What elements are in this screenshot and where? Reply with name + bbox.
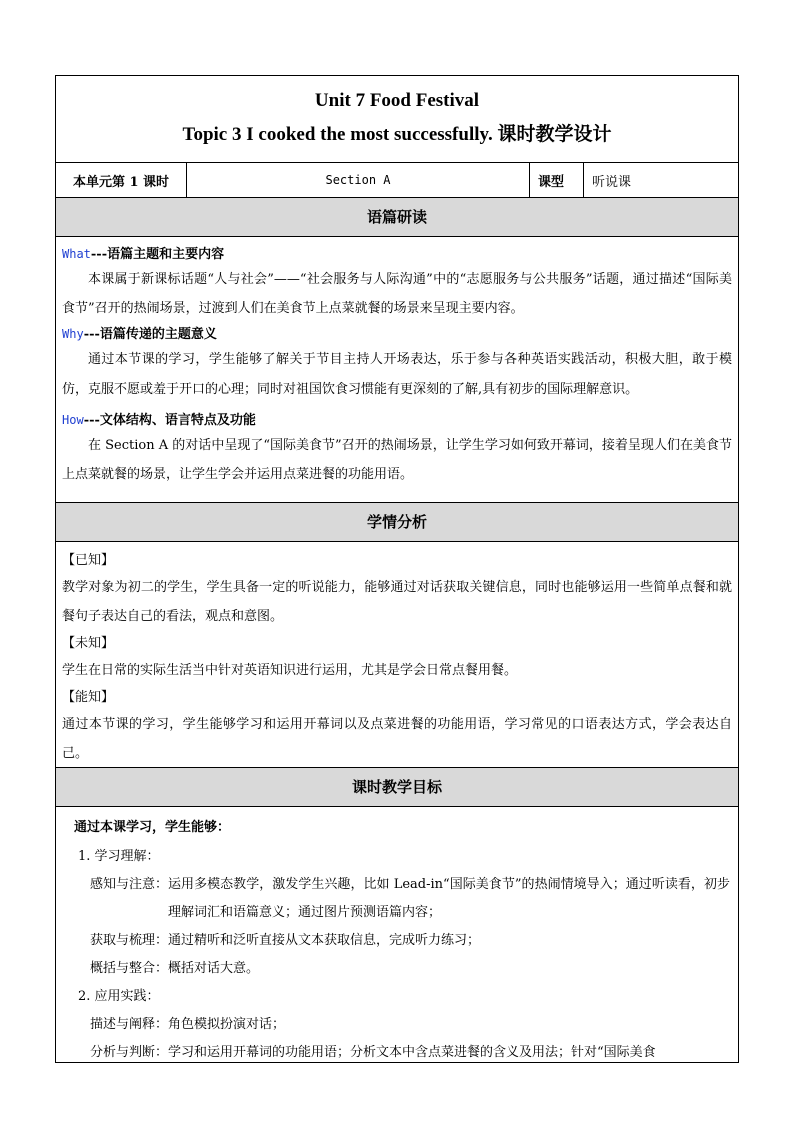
lesson-type-value: 听说课 (592, 174, 632, 190)
why-label: Why---语篇传递的主题意义 (62, 327, 217, 342)
how-text: 在 Section A 的对话中呈现了“国际美食节”召开的热闹场景，让学生学习如何致开幕词，接着呈现人们在美食节上点菜就餐的场景，让学生学会并运用点菜进餐的功能用语。 (62, 438, 732, 482)
lesson-number: 本单元第 1 课时 (56, 163, 187, 197)
meta-row (56, 163, 738, 198)
lesson-type-label: 课型 (530, 163, 584, 197)
lesson-plan-table (55, 75, 739, 1063)
goals-section (56, 813, 738, 1063)
why-en: Why (62, 327, 84, 341)
known-text: 教学对象为初二的学生，学生具备一定的听说能力，能够通过对话获取关键信息，同时也能够运用一些简单点餐和就餐句子表达自己的看法，观点和意图。 (62, 580, 732, 624)
known-label: 【已知】 (62, 553, 115, 568)
unit-title: Unit 7 Food Festival (314, 90, 480, 111)
what-text: 本课属于新课标话题“人与社会”——“社会服务与人际沟通”中的“志愿服务与公共服务”话题，通过描述“国际美食节”召开的热闹场景，过渡到人们在美食节上点菜就餐的场景来呈现主要内容。 (62, 272, 732, 316)
goals-heading: 课时教学目标 (56, 768, 738, 807)
how-en: How (62, 413, 84, 427)
able-text: 通过本节课的学习，学生能够学习和运用开幕词以及点菜进餐的功能用语，学习常见的口语表达方式，学会表达自己。 (62, 717, 732, 761)
reading-heading: 语篇研读 (56, 198, 738, 237)
goal-2-item-1: 描述与阐释： 角色模拟扮演对话； (90, 1017, 286, 1032)
unknown-text: 学生在日常的实际生活当中针对英语知识进行运用，尤其是学会日常点餐用餐。 (62, 663, 518, 678)
how-label: How---文体结构、语言特点及功能 (62, 413, 256, 428)
topic-title: Topic 3 I cooked the most successfully. 课时教学设计 (182, 124, 612, 145)
goals-intro: 通过本课学习，学生能够： (74, 820, 231, 835)
goal-1-title: 1. 学习理解： (78, 849, 160, 864)
goal-2-title: 2. 应用实践： (78, 989, 160, 1004)
goal-1-item-2: 获取与梳理： 通过精听和泛听直接从文本获取信息，完成听力练习； (90, 933, 481, 948)
goal-1-item-1: 感知与注意： 运用多模态教学，激发学生兴趣，比如 Lead-in“国际美食节”的热闹情境导入；通过听读看，初步理解词汇和语篇意义；通过图片预测语篇内容； (90, 877, 730, 920)
title-block (56, 76, 738, 163)
analysis-section (56, 542, 738, 768)
goal-2-item-2: 分析与判断： 学习和运用开幕词的功能用语；分析文本中含点菜进餐的含义及用法；针对“国际美食 (90, 1045, 656, 1060)
why-text: 通过本节课的学习，学生能够了解关于节目主持人开场表达，乐于参与各种英语实践活动，积极大胆，敢于模仿，克服不愿或羞于开口的心理；同时对祖国饮食习惯能有更深刻的了解,具有初步的国际理解意识。 (62, 352, 732, 397)
what-label: What---语篇主题和主要内容 (62, 247, 225, 262)
section-name: Section A (187, 163, 530, 197)
analysis-heading: 学情分析 (56, 503, 738, 542)
goal-1-item-3: 概括与整合： 概括对话大意。 (90, 961, 260, 976)
unknown-label: 【未知】 (62, 636, 115, 651)
able-label: 【能知】 (62, 690, 115, 705)
reading-section (56, 237, 738, 503)
what-en: What (62, 247, 91, 261)
